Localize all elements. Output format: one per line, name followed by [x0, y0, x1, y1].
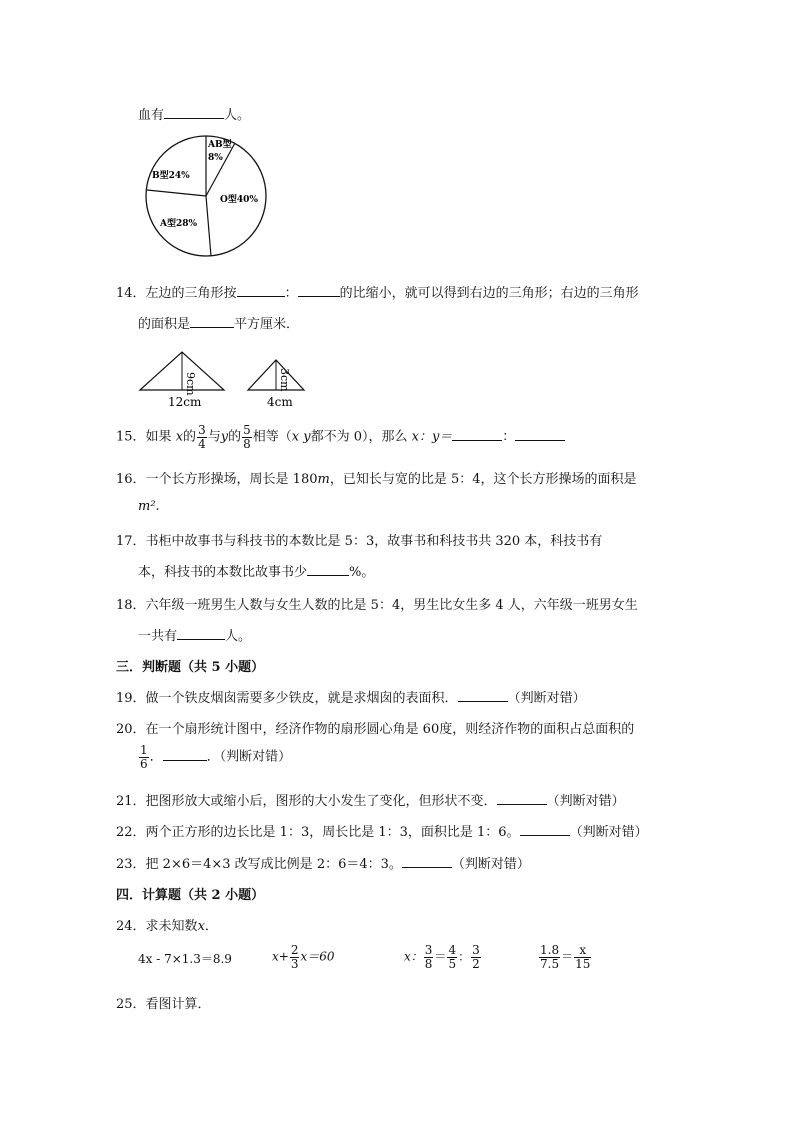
q14-line2	[138, 313, 299, 332]
q17-number: 17．	[116, 534, 146, 549]
q15-ratio: x：y＝	[411, 429, 453, 445]
q15-frac2-den: 8	[243, 436, 251, 451]
q20-frac-den: 6	[140, 756, 148, 771]
q21-number: 21．	[116, 794, 146, 809]
q24-e3-frac2	[447, 944, 457, 970]
right-base-label: 4cm	[267, 395, 293, 409]
q24-e4-eq: ＝	[561, 949, 574, 964]
q24-line	[116, 915, 218, 934]
q18-line2-pre: 一共有	[138, 629, 178, 644]
q24-equation-1: 4x - 7×1.3＝8.9	[138, 952, 232, 966]
q22-line	[116, 821, 648, 840]
q14-line1	[116, 282, 639, 301]
q20-line2	[138, 744, 291, 770]
q21-tail: （判断对错）	[546, 794, 625, 809]
q15-with: 与	[207, 429, 221, 445]
q24-e3-den2: 5	[448, 956, 457, 971]
q22-blank	[520, 823, 570, 836]
pie-label-ab-pct: 8%	[208, 153, 223, 163]
q24-e2-pre: x+	[272, 949, 289, 964]
q24-e4-num1: 1.8	[540, 943, 560, 957]
q14-blank1	[237, 284, 285, 297]
q17-text1: 书柜中故事书与科技书的本数比是 5：3，故事书和科技书共 320 本，科技书有	[145, 534, 603, 549]
q18-line2	[138, 625, 251, 644]
q24-e4-num2: x	[574, 944, 591, 958]
q14-line2-pre: 的面积是	[138, 317, 191, 332]
section-3-heading: 三．判断题（共 5 小题）	[116, 660, 265, 675]
q14-text1: 左边的三角形按	[145, 286, 237, 301]
q15-frac1	[197, 424, 207, 450]
q24-e2-post: x＝60	[300, 949, 335, 964]
q15-frac2-num: 5	[243, 423, 251, 437]
pie-divider-b-a	[147, 190, 206, 196]
q23-number: 23．	[116, 857, 146, 872]
q24-e3-num1: 3	[424, 943, 433, 957]
q20-number: 20．	[116, 722, 146, 737]
q16-text2: ，已知长与宽的比是 5：4，这个长方形操场的面积是	[329, 472, 637, 487]
q24-e4-frac2	[574, 944, 591, 970]
section-4-heading: 四．计算题（共 2 小题）	[116, 888, 265, 903]
q23-blank	[402, 855, 452, 868]
q24-e2-frac	[290, 944, 300, 970]
q24-equation-4	[538, 944, 592, 970]
q15-text2: 相等（	[252, 429, 292, 445]
q25-line	[116, 993, 211, 1012]
q24-e2-num: 2	[290, 943, 299, 957]
q17-line1	[116, 530, 602, 549]
q19-number: 19．	[116, 691, 146, 706]
pie-label-a: A型28%	[160, 219, 198, 229]
q21-line	[116, 790, 625, 809]
triangles-figure	[136, 348, 316, 412]
q14-number: 14．	[116, 286, 146, 301]
q17-line2-pre: 本，科技书的本数比故事书少	[138, 565, 308, 580]
q13-blank	[164, 106, 224, 119]
q18-line2-post: 人。	[225, 629, 252, 644]
q24-e3-eq: ＝	[434, 949, 447, 964]
q18-text1: 六年级一班男生人数与女生人数的比是 5：4，男生比女生多 4 人，六年级一班男女生	[145, 598, 638, 613]
q24-number: 24．	[116, 919, 146, 934]
q20-text: 在一个扇形统计图中，经济作物的扇形圆心角是 60度，则经济作物的面积占总面积的	[145, 722, 635, 737]
q25-text: 看图计算．	[145, 997, 211, 1012]
q25-number: 25．	[116, 997, 146, 1012]
q17-line2-post: %。	[349, 565, 375, 580]
q24-equation-3	[404, 944, 482, 970]
q17-line2	[138, 561, 374, 580]
q24-e3-den1: 8	[424, 956, 433, 971]
q13-post: 人。	[224, 108, 251, 123]
left-height-label: 9cm	[184, 372, 197, 396]
q24-equation-2	[272, 944, 335, 970]
q14-blank3	[190, 315, 234, 328]
q24-e4-den1: 7.5	[540, 956, 560, 971]
q15-of2: 的	[228, 429, 242, 445]
q20-blank	[163, 748, 207, 761]
blood-type-pie-chart	[140, 134, 270, 259]
q13-tail	[138, 104, 250, 123]
q13-pre: 血有	[138, 108, 165, 123]
q14-blank2	[298, 284, 340, 297]
q16-number: 16．	[116, 472, 146, 487]
q15-of: 的	[183, 429, 197, 445]
q20-frac-num: 1	[140, 743, 148, 757]
q14-colon: ：	[284, 286, 298, 301]
q18-line1	[116, 594, 638, 613]
right-height-label: 3cm	[278, 368, 291, 392]
q15-x: x	[175, 429, 184, 445]
q16-line1	[116, 468, 637, 487]
q15-y: y	[220, 429, 229, 445]
pie-divider-ab-o	[206, 143, 235, 196]
q22-text: 两个正方形的边长比是 1：3，周长比是 1：3，面积比是 1：6。	[145, 825, 520, 840]
q19-text: 做一个铁皮烟囱需要多少铁皮，就是求烟囱的表面积．	[145, 691, 458, 706]
q17-blank	[307, 563, 349, 576]
q20-frac	[139, 744, 149, 770]
q18-blank	[177, 627, 225, 640]
q15-frac2	[242, 424, 252, 450]
q23-text: 把 2×6＝4×3 改写成比例是 2：6＝4：3。	[145, 857, 402, 872]
q24-e4-frac1	[539, 944, 560, 970]
q15-text3: 都不为 0），那么	[310, 429, 408, 445]
q16-m: m	[317, 472, 330, 487]
q15-frac1-num: 3	[198, 423, 206, 437]
q24-e3-frac3	[471, 944, 481, 970]
q22-tail: （判断对错）	[569, 825, 648, 840]
q15-number: 15．	[116, 429, 146, 445]
q24-text: 求未知数	[145, 919, 198, 934]
q24-e3-colon: ：	[458, 949, 471, 964]
q15-text1: 如果	[145, 429, 172, 445]
q24-e3-den3: 2	[472, 956, 480, 971]
q23-line	[116, 853, 530, 872]
q14-text2: 的比缩小，就可以得到右边的三角形；右边的三角形	[339, 286, 639, 301]
pie-divider-a-o	[206, 196, 211, 256]
q20-line1	[116, 718, 634, 737]
q23-tail: （判断对错）	[451, 857, 530, 872]
q21-text: 把图形放大或缩小后，图形的大小发生了变化，但形状不变．	[145, 794, 497, 809]
q14-line2-post: 平方厘米．	[234, 317, 300, 332]
pie-label-o: O型40%	[220, 195, 258, 205]
q20-dot: ．	[149, 749, 163, 765]
q16-text1: 一个长方形操场，周长是 180	[145, 472, 318, 487]
q15-frac1-den: 4	[198, 436, 206, 451]
pie-label-ab: AB型	[208, 140, 232, 150]
q24-x: x	[197, 919, 205, 934]
q22-number: 22．	[116, 825, 146, 840]
q24-e3-num2: 4	[448, 943, 457, 957]
q15-blank1	[452, 428, 502, 441]
q24-e4-den2: 15	[575, 956, 591, 971]
q19-blank	[458, 689, 508, 702]
q15-blank2	[515, 428, 565, 441]
q24-e2-den: 3	[290, 956, 299, 971]
left-base-label: 12cm	[168, 395, 202, 409]
pie-label-b: B型24%	[152, 171, 190, 181]
q24-dot: ．	[204, 919, 218, 934]
q20-tail: ．（判断对错）	[206, 749, 292, 765]
q15-colon: ：	[502, 429, 516, 445]
q16-unit: m².	[138, 499, 160, 514]
q18-number: 18．	[116, 598, 146, 613]
q21-blank	[497, 792, 547, 805]
q24-e3-num3: 3	[472, 943, 480, 957]
q15-line	[116, 424, 565, 450]
q15-xy: x y	[291, 429, 311, 445]
q19-tail: （判断对错）	[507, 691, 586, 706]
q24-e3-frac1	[424, 944, 434, 970]
q24-e3-pre: x：	[404, 949, 423, 964]
q19-line	[116, 687, 586, 706]
